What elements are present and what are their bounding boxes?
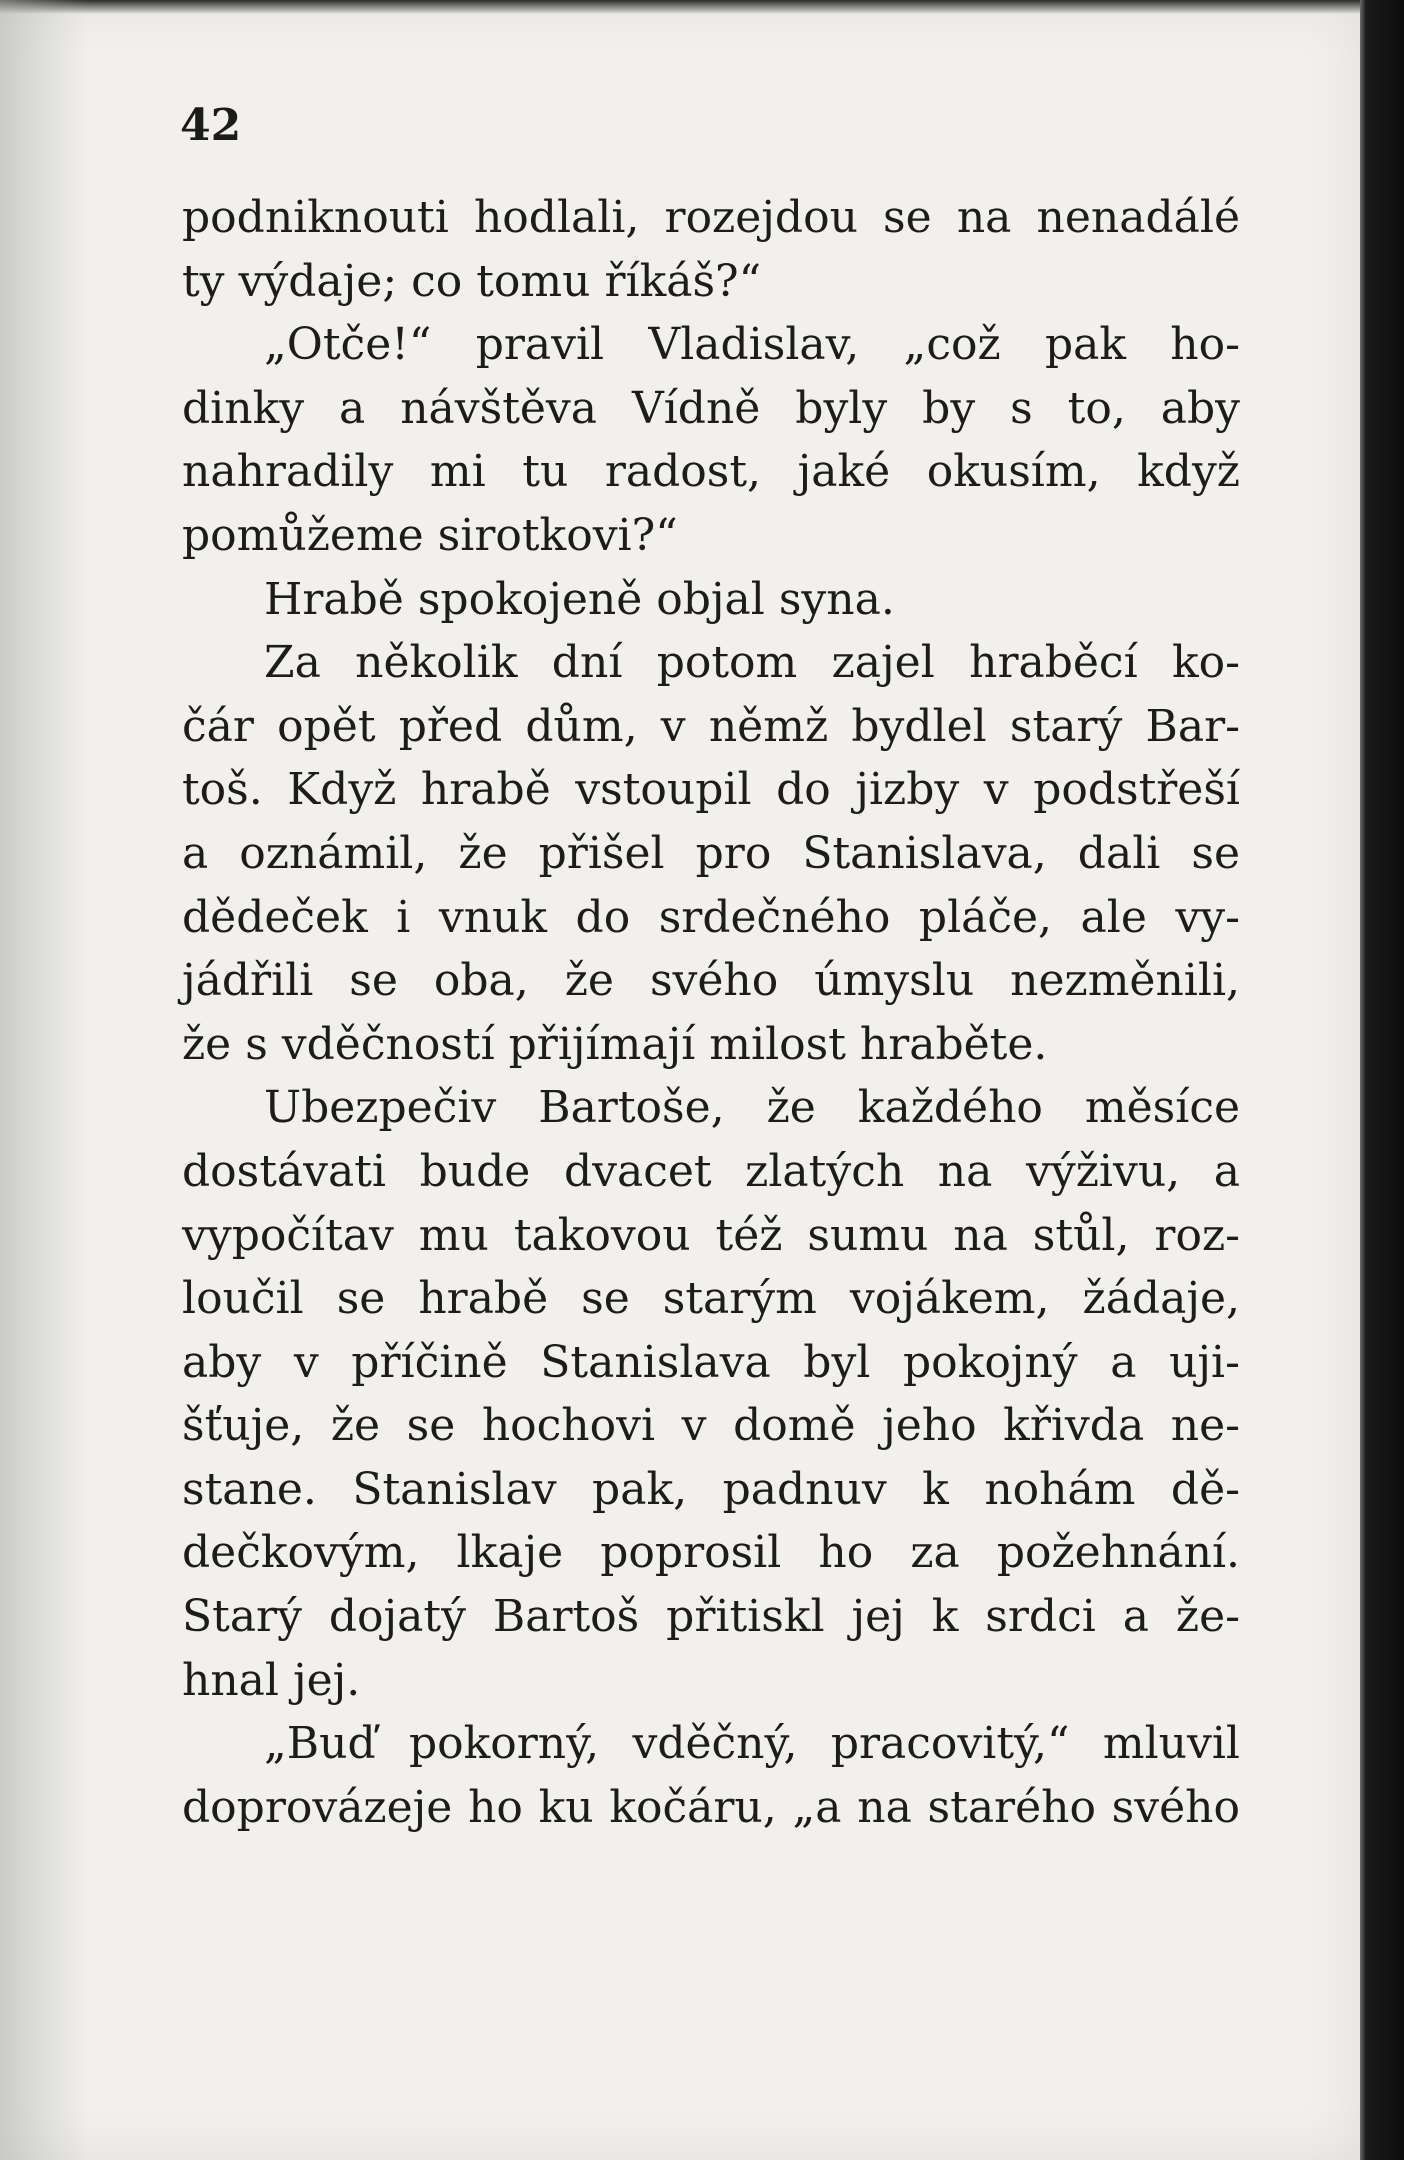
text-line: hnal jej. xyxy=(182,1654,361,1706)
text-line: Starý dojatý Bartoš přitiskl jej k srdci a že- xyxy=(182,1591,1240,1643)
text-line: a oznámil, že přišel pro Stanislava, dali se xyxy=(182,827,1240,879)
scan-right-edge xyxy=(1360,0,1404,2160)
text-line: šťuje, že se hochovi v domě jeho křivda ne- xyxy=(182,1400,1240,1452)
text-line: Za několik dní potom zajel hraběcí ko- xyxy=(264,637,1240,689)
scan-top-border xyxy=(0,0,1360,14)
text-line: Hrabě spokojeně objal syna. xyxy=(264,573,895,625)
text-line: ty výdaje; co tomu říkáš?“ xyxy=(182,255,762,307)
text-line: jádřili se oba, že svého úmyslu nezměnili, xyxy=(182,955,1240,1007)
page-number: 42 xyxy=(180,100,242,151)
text-line: stane. Stanislav pak, padnuv k nohám dě- xyxy=(182,1463,1240,1515)
text-line: Ubezpečiv Bartoše, že každého měsíce xyxy=(264,1082,1240,1134)
text-line: vypočítav mu takovou též sumu na stůl, roz- xyxy=(182,1209,1240,1261)
scan-left-shading xyxy=(0,0,90,2160)
text-line: dostávati bude dvacet zlatých na výživu, a xyxy=(182,1145,1240,1197)
text-line: pomůžeme sirotkovi?“ xyxy=(182,509,678,561)
text-line: „Otče!“ pravil Vladislav, „což pak ho- xyxy=(264,319,1240,371)
text-line: čár opět před dům, v němž bydlel starý Bar- xyxy=(182,700,1240,752)
text-line: „Buď pokorný, vděčný, pracovitý,“ mluvil xyxy=(264,1718,1240,1770)
text-line: nahradily mi tu radost, jaké okusím, když xyxy=(182,446,1240,498)
text-line: že s vděčností přijímají milost hraběte. xyxy=(182,1018,1048,1070)
text-line: podniknouti hodlali, rozejdou se na nenadálé xyxy=(182,192,1240,243)
text-line: toš. Když hrabě vstoupil do jizby v podstřeší xyxy=(182,764,1240,816)
text-line: dečkovým, lkaje poprosil ho za požehnání. xyxy=(182,1527,1240,1579)
text-line: dědeček i vnuk do srdečného pláče, ale vy- xyxy=(182,891,1240,943)
text-line: loučil se hrabě se starým vojákem, žádaje, xyxy=(182,1273,1240,1325)
text-line: dinky a návštěva Vídně byly by s to, aby xyxy=(182,382,1240,434)
text-line: doprovázeje ho ku kočáru, „a na starého svého xyxy=(182,1781,1240,1833)
body-text xyxy=(182,186,1240,1839)
text-line: aby v příčině Stanislava byl pokojný a uji- xyxy=(182,1336,1240,1388)
